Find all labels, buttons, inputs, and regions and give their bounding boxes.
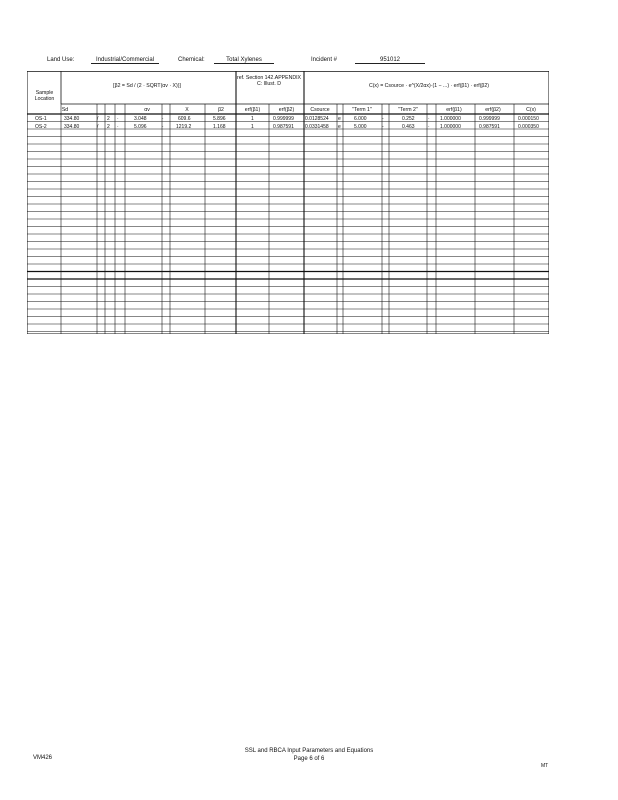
- sub-b2: β2: [218, 107, 224, 113]
- row2-erf-b1: 1: [251, 124, 254, 130]
- row2-dash1: -: [382, 124, 384, 130]
- row1-erf-b1: 1: [251, 116, 254, 122]
- row1-n2: 2: [107, 116, 110, 122]
- row2-sd: 334.80: [64, 124, 80, 130]
- row2-erf-b2: 0.987591: [273, 124, 294, 130]
- sub-erf-b2: erf(β2): [278, 107, 295, 113]
- row2-b2: 1.168: [213, 124, 226, 130]
- sub-sd: Sd: [61, 107, 69, 113]
- row1-erf-b2b: 0.999999: [479, 116, 500, 122]
- row1-dot: ·: [162, 116, 164, 122]
- sub-erf-b1b: erf(β1): [446, 107, 462, 113]
- row2-csource: 0.0331458: [305, 124, 329, 130]
- row2-dot: ·: [162, 124, 164, 130]
- footer-title: SSL and RBCA Input Parameters and Equations: [244, 748, 374, 754]
- sub-av: αv: [144, 107, 150, 113]
- chemical-value: Total Xylenes: [214, 57, 274, 64]
- footer-code: VM426: [33, 755, 53, 761]
- sub-x: X: [185, 107, 189, 113]
- row1-term1: 6.000: [354, 116, 367, 122]
- row2-erf-b1b: 1.000000: [440, 124, 461, 130]
- land-use-label: Land Use:: [47, 57, 75, 63]
- sub-erf-b1: erf(β1): [244, 107, 261, 113]
- row1-n1: /: [97, 116, 99, 122]
- sub-erf-b2b: erf(β2): [485, 107, 501, 113]
- row1-term2: 0.252: [402, 116, 415, 122]
- row2-av: 5.096: [134, 124, 147, 130]
- row1-csource: 0.0128524: [305, 116, 329, 122]
- row1-erf-b1b: 1.000000: [440, 116, 461, 122]
- row2-term1: 5.000: [354, 124, 367, 130]
- chemical-label: Chemical:: [178, 57, 205, 63]
- row1-location: OS-1: [35, 116, 47, 122]
- row2-term2: 0.463: [402, 124, 415, 130]
- row1-cx: 0.000150: [518, 116, 539, 122]
- row1-e: e: [338, 116, 341, 122]
- incident-value: 951012: [355, 57, 425, 64]
- footer-mark: MT: [541, 763, 549, 769]
- row1-dash1: -: [382, 116, 384, 122]
- sub-term1: "Term 1": [352, 107, 372, 113]
- land-use-value: Industrial/Commercial: [91, 57, 159, 64]
- incident-label: Incident #: [311, 57, 338, 63]
- row2-n3: ·: [117, 124, 119, 130]
- sub-term2: "Term 2": [398, 107, 418, 113]
- header-ref-section: ref. Section 142.APPENDIX C: Illust. D: [236, 75, 301, 87]
- row2-n1: /: [97, 124, 99, 130]
- form-header: [0, 57, 618, 69]
- footer-page: Page 6 of 6: [293, 756, 325, 762]
- header-sample-location: Sample Location: [34, 90, 55, 102]
- row1-sd: 334.80: [64, 116, 80, 122]
- header-b2-formula: [β2 = Sd / (2 · SQRT(αv · X))]: [113, 83, 181, 89]
- row1-av: 3.048: [134, 116, 147, 122]
- row1-erf-b2: 0.999999: [273, 116, 294, 122]
- row2-cx: 0.000350: [518, 124, 539, 130]
- sub-csource: Csource: [310, 107, 330, 113]
- row1-n3: ·: [117, 116, 119, 122]
- row2-location: OS-2: [35, 124, 47, 130]
- sub-cx: C(x): [526, 107, 536, 113]
- row2-erf-b2b: 0.987591: [479, 124, 500, 130]
- row1-b2: 5.896: [213, 116, 226, 122]
- row2-dash2: ·: [428, 124, 430, 130]
- row2-n2: 2: [107, 124, 110, 130]
- row2-x: 1219.2: [176, 124, 192, 130]
- row1-dash2: ·: [428, 116, 430, 122]
- row1-x: 609.6: [178, 116, 191, 122]
- row2-e: e: [338, 124, 341, 130]
- header-main-formula: C(x) = Csource · e^(X/2αx)·(1 − ...) · erf(β1) · erf(β2): [368, 83, 490, 89]
- parameters-table: [27, 71, 549, 334]
